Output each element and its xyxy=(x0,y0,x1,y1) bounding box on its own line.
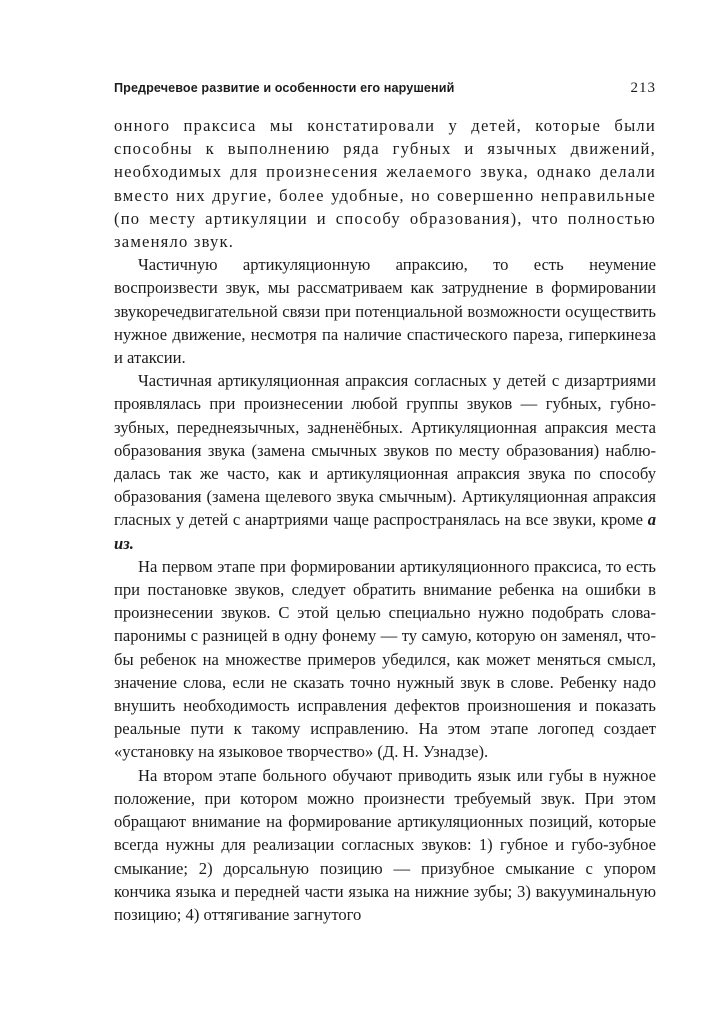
paragraph-consonant-apraxia xyxy=(114,369,656,555)
page-number: 213 xyxy=(630,80,656,96)
running-head xyxy=(114,80,656,97)
paragraph-consonant-apraxia-text: Частичная артикуляционная апраксия согласных у детей с дизартриями проявлялась при произнесении любой группы звуков — губных, губно-зубных, переднеязычных, задненёбных. Артикуляционная апраксия места образования звука (замена смычных звуков по месту образования) наблюдалась так же часто, как и артикуляционная апраксия звука по способу образования (замена щелевого звука смычным). Артикуляционная апраксия гласных у детей с анартриями чаще распространялась на все звуки, кроме xyxy=(114,371,656,530)
paragraph-partial-apraxia-definition: Частичную артикуляционную апраксию, то есть неумение воспроизвести звук, мы рассматриваем как затруднение в формировании звукоречедвигательной связи при потенциальной возможности осуществить нужное движение, несмотря па наличие спастического пареза, гиперкинеза и атаксии. xyxy=(114,255,656,368)
paragraph-emphasis: а из. xyxy=(114,510,656,553)
body-text xyxy=(114,114,656,926)
paragraph-continuation: онного праксиса мы констатировали у детей, которые были способны к выполнению ряда губных и язычных движений, необходимых для произнесения желаемого звука, однако делали вместо них другие, более удобные, но совершенно неправильные (по месту артикуляции и способу образования), что полностью заменяло звук. xyxy=(114,116,656,252)
paragraph-first-stage: На первом этапе при формировании артикуляционного праксиса, то есть при постановке звуков, следует обратить внимание ребенка на ошибки в произнесении звуков. С этой целью специально нужно подобрать слова-паронимы с разницей в одну фонему — ту самую, которую он заменял, чтобы ребенок на множестве примеров убедился, как может меняться смысл, значение слова, если не сказать точно нужный звук в слове. Ребенку надо внушить необходимость исправления дефектов произношения и показать реальные пути к такому исправлению. На этом этапе логопед создает «установку на языковое творчество» (Д. Н. Узнадзе). xyxy=(114,556,656,762)
running-head-title: Предречевое развитие и особенности его нарушений xyxy=(114,81,455,95)
paragraph-second-stage: На втором этапе больного обучают приводить язык или губы в нужное положение, при котором можно произнести требуемый звук. При этом обращают внимание на формирование артикуляционных позиций, которые всегда нужны для реализации согласных звуков: 1) губное и губо-зубное смыкание; 2) дорсальную позицию — призубное смыкание с упором кончика языка и передней части языка на нижние зубы; 3) вакууминальную позицию; 4) оттягивание загнутого xyxy=(114,765,656,924)
